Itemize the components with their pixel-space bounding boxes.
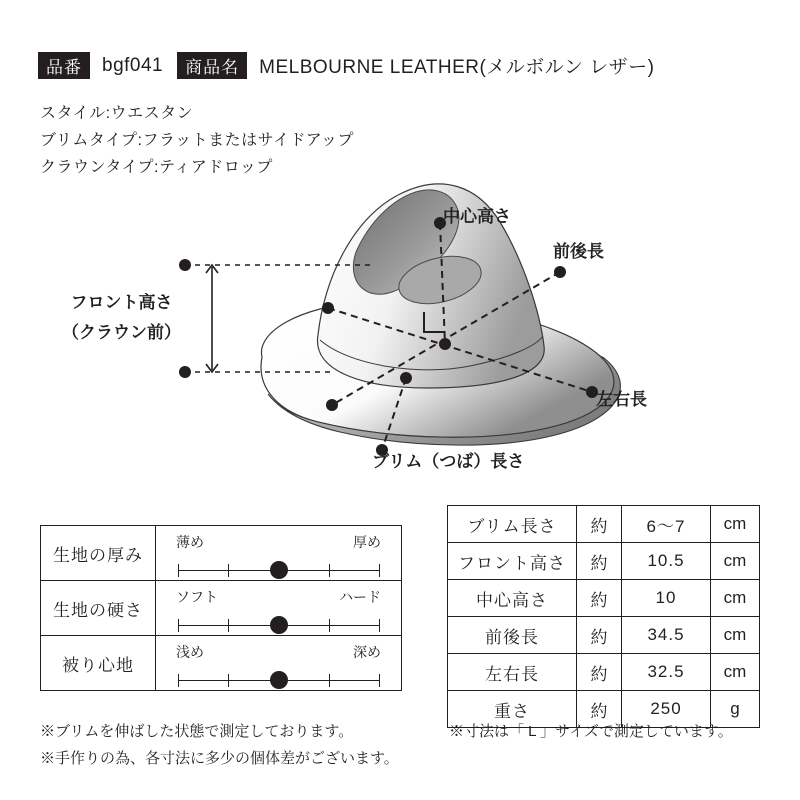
measurement-unit: cm [711, 617, 760, 654]
note-handmade: ※手作りの為、各寸法に多少の個体差がございます。 [40, 750, 399, 767]
table-row [448, 580, 760, 617]
slider-label-thickness: 生地の厚み [41, 526, 156, 581]
measurement-approx: 約 [577, 543, 622, 580]
slider-fit-depth-scale [178, 671, 379, 689]
measurement-name: 左右長 [448, 654, 577, 691]
measurement-value: 32.5 [622, 654, 711, 691]
attribute-slider-table [40, 525, 402, 691]
slider-tick [228, 619, 229, 632]
product-code-value: bgf041 [102, 54, 164, 76]
slider-tick [379, 674, 380, 687]
slider-tick [178, 674, 179, 687]
slider-firmness-right: ハード [339, 588, 381, 605]
measurement-name: ブリム長さ [448, 506, 577, 543]
product-name-value: MELBOURNE LEATHER(メルボルン レザー) [259, 57, 655, 78]
slider-thickness-right: 厚め [353, 533, 381, 550]
slider-fit-depth-left: 浅め [176, 643, 204, 660]
slider-tick [329, 619, 330, 632]
product-name-label: 商品名 [177, 52, 247, 79]
measurement-unit: cm [711, 580, 760, 617]
measurement-value: 10.5 [622, 543, 711, 580]
slider-tick [178, 619, 179, 632]
measurement-value: 6〜7 [622, 506, 711, 543]
measurement-name: 前後長 [448, 617, 577, 654]
measurement-name: 中心高さ [448, 580, 577, 617]
measurement-name: フロント高さ [448, 543, 577, 580]
slider-tick [228, 564, 229, 577]
slider-fit-depth-marker [270, 671, 288, 689]
slider-fit-depth-right: 深め [353, 643, 381, 660]
slider-thickness [156, 526, 402, 581]
slider-firmness-scale [178, 616, 379, 634]
slider-fit-depth [156, 636, 402, 691]
slider-tick [379, 619, 380, 632]
table-row [448, 506, 760, 543]
slider-fit-depth-ends [156, 638, 401, 662]
spec-brim-type: ブリムタイプ:フラットまたはサイドアップ [40, 132, 354, 149]
slider-tick [379, 564, 380, 577]
slider-tick [178, 564, 179, 577]
table-row [448, 543, 760, 580]
measurement-unit: g [711, 691, 760, 728]
measurement-approx: 約 [577, 691, 622, 728]
spec-crown-type: クラウンタイプ:ティアドロップ [40, 159, 273, 176]
measurement-name: 重さ [448, 691, 577, 728]
label-left-right-length: 左右長 [596, 390, 647, 409]
measurement-approx: 約 [577, 617, 622, 654]
measurement-value: 10 [622, 580, 711, 617]
slider-firmness-marker [270, 616, 288, 634]
table-row [41, 581, 402, 636]
header [38, 52, 668, 79]
slider-thickness-scale [178, 561, 379, 579]
measurement-approx: 約 [577, 506, 622, 543]
notes-left [40, 718, 399, 772]
measurement-approx: 約 [577, 580, 622, 617]
label-center-height: 中心高さ [443, 207, 511, 226]
label-front-height-line2: （クラウン前） [62, 323, 181, 342]
label-front-height [62, 288, 181, 348]
slider-thickness-marker [270, 561, 288, 579]
slider-firmness [156, 581, 402, 636]
note-size-reference: ※寸法は「 L 」サイズで測定しています。 [449, 723, 733, 740]
slider-thickness-ends [156, 528, 401, 552]
slider-tick [228, 674, 229, 687]
label-front-back-length: 前後長 [553, 242, 604, 261]
table-row [41, 526, 402, 581]
slider-tick [329, 674, 330, 687]
slider-thickness-left: 薄め [176, 533, 204, 550]
slider-firmness-ends [156, 583, 401, 607]
table-row [448, 654, 760, 691]
product-code-label: 品番 [38, 52, 90, 79]
hat-diagram [0, 160, 800, 490]
measurement-value: 34.5 [622, 617, 711, 654]
measurement-unit: cm [711, 543, 760, 580]
measurement-approx: 約 [577, 654, 622, 691]
measurement-unit: cm [711, 506, 760, 543]
label-front-height-line1: フロント高さ [70, 293, 173, 312]
slider-label-firmness: 生地の硬さ [41, 581, 156, 636]
slider-firmness-left: ソフト [176, 588, 218, 605]
table-row [448, 617, 760, 654]
label-brim-length: ブリム（つば）長さ [372, 452, 525, 471]
slider-tick [329, 564, 330, 577]
measurement-table [447, 505, 760, 728]
note-brim-measure: ※ブリムを伸ばした状態で測定しております。 [40, 723, 354, 740]
measurement-unit: cm [711, 654, 760, 691]
notes-right [449, 718, 733, 745]
table-row [41, 636, 402, 691]
spec-style: スタイル:ウエスタン [40, 105, 194, 122]
measurement-value: 250 [622, 691, 711, 728]
slider-label-fit-depth: 被り心地 [41, 636, 156, 691]
